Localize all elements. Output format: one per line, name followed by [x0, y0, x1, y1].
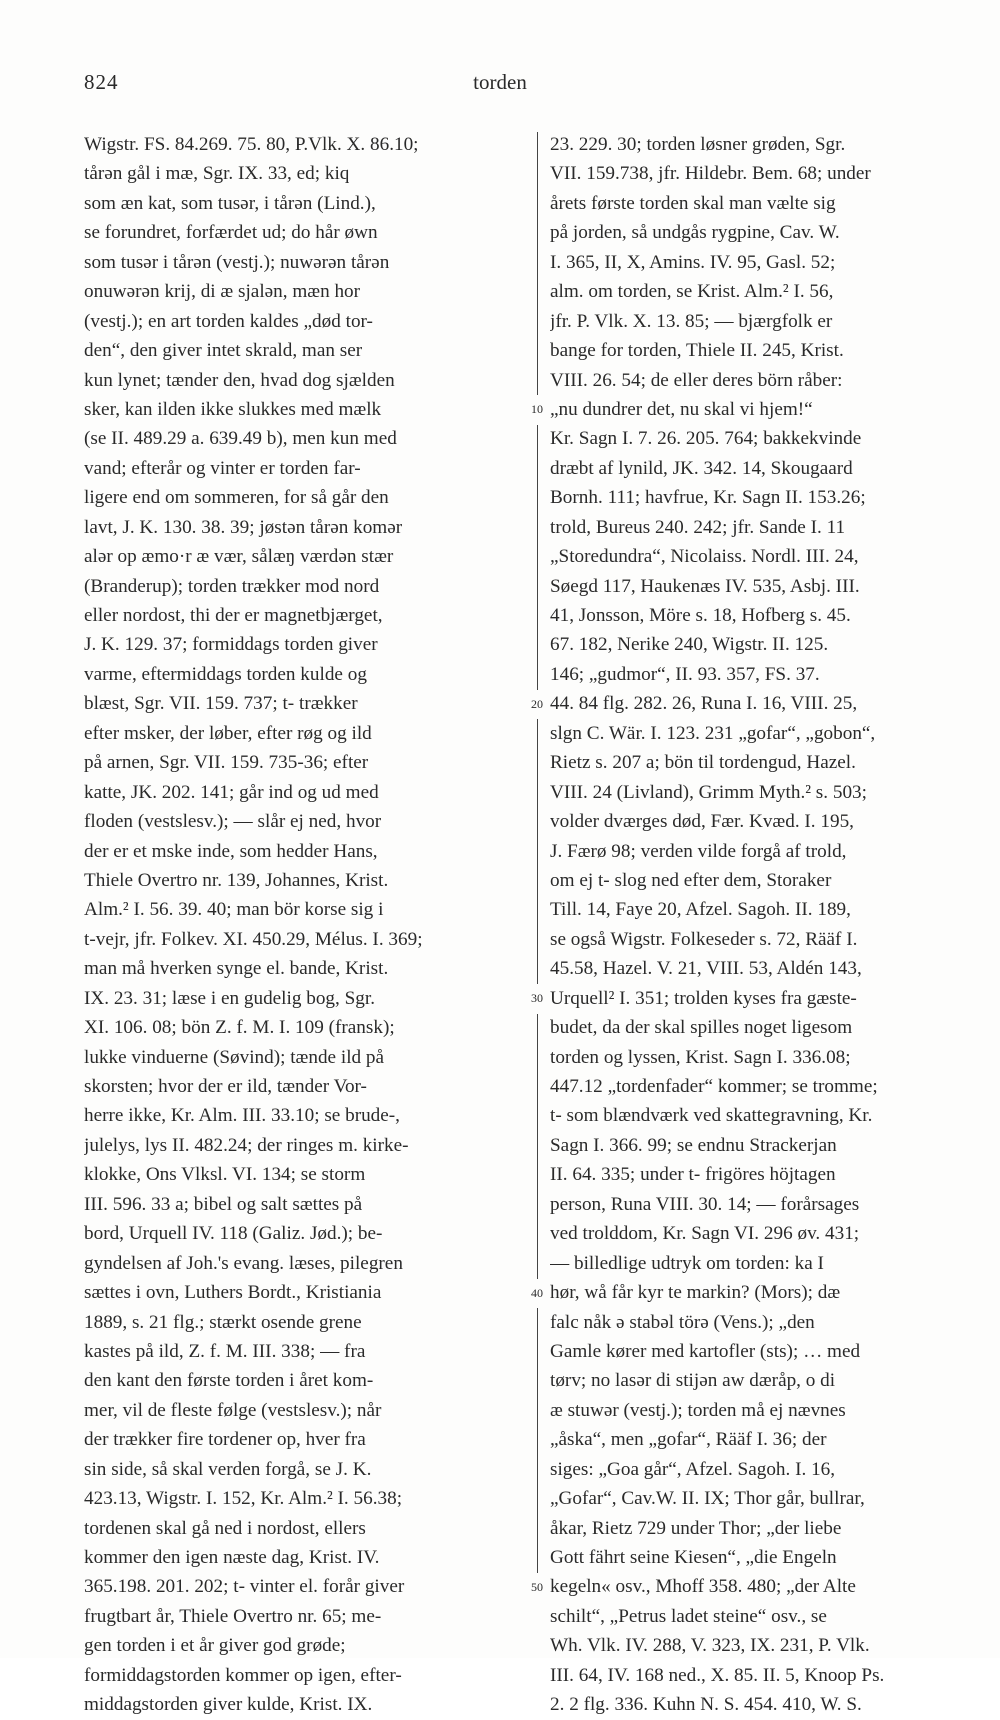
text-line: XI. 106. 08; bön Z. f. M. I. 109 (fransk);	[84, 1017, 395, 1039]
text-line: skorsten; hvor der er ild, tænder Vor-	[84, 1076, 367, 1097]
text-line: se forundret, forfærdet ud; do hår øwn	[84, 222, 378, 244]
text-line: man må hverken synge el. bande, Krist.	[84, 958, 389, 980]
text-line: årets første torden skal man vælte sig	[550, 192, 836, 214]
text-line: på jorden, så undgås rygpine, Cav. W.	[550, 222, 840, 244]
text-line: — billedlige udtryk om torden: ka I	[550, 1252, 824, 1274]
text-line: 423.13, Wigstr. I. 152, Kr. Alm.² I. 56.38;	[84, 1488, 403, 1510]
text-line: „Storedundra“, Nicolaiss. Nordl. III. 24,	[550, 546, 859, 568]
text-line: kastes på ild, Z. f. M. III. 338; — fra	[84, 1340, 366, 1362]
text-line: 45.58, Hazel. V. 21, VIII. 53, Aldén 143,	[550, 958, 862, 980]
text-line: Wh. Vlk. IV. 288, V. 323, IX. 231, P. Vlk.	[550, 1635, 870, 1657]
text-line: bord, Urquell IV. 118 (Galiz. Jød.); be-	[84, 1223, 383, 1245]
text-line: dræbt af lynild, JK. 342. 14, Skougaard	[550, 457, 853, 479]
text-line: Thiele Overtro nr. 139, Johannes, Krist.	[84, 869, 389, 891]
text-line: kommer den igen næste dag, Krist. IV.	[84, 1547, 380, 1568]
line-number-marker: 10	[522, 395, 552, 424]
text-line: ved trolddom, Kr. Sagn VI. 296 øv. 431;	[550, 1223, 860, 1245]
line-number-marker: 50	[522, 1573, 552, 1602]
column-divider	[537, 132, 538, 1592]
text-line: Sagn I. 366. 99; se endnu Strackerjan	[550, 1134, 837, 1156]
text-line: „åska“, men „gofar“, Rääf I. 36; der	[550, 1429, 827, 1451]
text-line: 1889, s. 21 flg.; stærkt osende grene	[84, 1311, 362, 1333]
text-line: eller nordost, thi der er magnetbjærget,	[84, 605, 383, 626]
text-line: J. Færø 98; verden vilde forgå af trold,	[550, 840, 847, 862]
text-line: den“, den giver intet skrald, man ser	[84, 340, 363, 362]
text-line: 146; „gudmor“, II. 93. 357, FS. 37.	[550, 663, 820, 685]
text-line: falc nåk ə stabəl törə (Vens.); „den	[550, 1311, 815, 1333]
text-line: Gott fährt seine Kiesen“, „die Engeln	[550, 1547, 837, 1568]
text-line: Rietz s. 207 a; bön til tordengud, Hazel.	[550, 752, 856, 774]
text-line: torden og lyssen, Krist. Sagn I. 336.08;	[550, 1046, 851, 1068]
text-line: lukke vinduerne (Søvind); tænde ild på	[84, 1046, 385, 1068]
text-line: t-vejr, jfr. Folkev. XI. 450.29, Mélus. I. 369;	[84, 928, 423, 950]
text-line: siges: „Goa går“, Afzel. Sagoh. I. 16,	[550, 1458, 836, 1480]
text-line: IX. 23. 31; læse i en gudelig bog, Sgr.	[84, 987, 375, 1009]
text-line: tårən gål i mæ, Sgr. IX. 33, ed; kiq	[84, 163, 350, 185]
text-line: 2. 2 flg. 336. Kuhn N. S. 454. 410, W. S.	[550, 1694, 862, 1716]
text-line: floden (vestslesv.); — slår ej ned, hvor	[84, 811, 382, 833]
text-line: volder dværges død, Fær. Kvæd. I. 195,	[550, 811, 854, 833]
text-line: sættes i ovn, Luthers Bordt., Kristiania	[84, 1282, 382, 1304]
text-line: Till. 14, Faye 20, Afzel. Sagoh. II. 189,	[550, 899, 851, 921]
text-line: som æn kat, som tusər, i tårən (Lind.),	[84, 192, 376, 214]
text-line: trold, Bureus 240. 242; jfr. Sande I. 11	[550, 516, 846, 538]
text-line: Bornh. 111; havfrue, Kr. Sagn II. 153.26;	[550, 487, 866, 509]
text-line: Wigstr. FS. 84.269. 75. 80, P.Vlk. X. 86.10;	[84, 134, 419, 155]
text-line: 365.198. 201. 202; t- vinter el. forår giver	[84, 1576, 405, 1598]
text-line: „nu dundrer det, nu skal vi hjem!“	[550, 398, 813, 420]
text-line: åkar, Rietz 729 under Thor; „der liebe	[550, 1517, 842, 1539]
text-line: jfr. P. Vlk. X. 13. 85; — bjærgfolk er	[550, 310, 833, 332]
text-line: gyndelsen af Joh.'s evang. læses, pilegren	[84, 1252, 403, 1274]
text-line: (Branderup); torden trækker mod nord	[84, 575, 380, 597]
text-line: VIII. 24 (Livland), Grimm Myth.² s. 503;	[550, 781, 867, 803]
text-line: (se II. 489.29 a. 639.49 b), men kun med	[84, 428, 397, 450]
text-line: „Gofar“, Cav.W. II. IX; Thor går, bullrar,	[550, 1488, 865, 1510]
text-line: schilt“, „Petrus ladet steine“ osv., se	[550, 1605, 827, 1627]
text-line: se også Wigstr. Folkeseder s. 72, Rääf I.	[550, 928, 858, 950]
text-line: Kr. Sagn I. 7. 26. 205. 764; bakkekvinde	[550, 428, 862, 450]
text-line: 41, Jonsson, Möre s. 18, Hofberg s. 45.	[550, 605, 851, 626]
text-line: kun lynet; tænder den, hvad dog sjælden	[84, 369, 395, 391]
text-line: hør, wå får kyr te markin? (Mors); dæ	[550, 1282, 841, 1304]
line-number-marker: 30	[522, 984, 552, 1013]
line-number-marker: 40	[522, 1279, 552, 1308]
right-column	[550, 130, 990, 1720]
text-line: kegeln« osv., Mhoff 358. 480; „der Alte	[550, 1576, 856, 1598]
text-line: formiddagstorden kommer op igen, efter-	[84, 1664, 402, 1686]
text-line: Urquell² I. 351; trolden kyses fra gæste-	[550, 987, 857, 1009]
running-head: torden	[473, 70, 527, 94]
text-line: alm. om torden, se Krist. Alm.² I. 56,	[550, 281, 834, 303]
text-line: middagstorden giver kulde, Krist. IX.	[84, 1694, 373, 1716]
text-line: bange for torden, Thiele II. 245, Krist.	[550, 340, 844, 362]
text-line: III. 596. 33 a; bibel og salt sættes på	[84, 1193, 363, 1215]
text-line: blæst, Sgr. VII. 159. 737; t- trækker	[84, 693, 358, 715]
text-line: (vestj.); en art torden kaldes „død tor-	[84, 310, 373, 332]
text-line: katte, JK. 202. 141; går ind og ud med	[84, 781, 379, 803]
text-line: budet, da der skal spilles noget ligesom	[550, 1017, 853, 1039]
text-line: æ stuwər (vestj.); torden må ej nævnes	[550, 1399, 846, 1421]
text-line: 447.12 „tordenfader“ kommer; se tromme;	[550, 1076, 878, 1097]
line-number-marker: 20	[522, 690, 552, 719]
text-line: der er et mske inde, som hedder Hans,	[84, 840, 378, 862]
text-line: klokke, Ons Vlksl. VI. 134; se storm	[84, 1164, 366, 1186]
text-line: 23. 229. 30; torden løsner grøden, Sgr.	[550, 134, 846, 155]
text-line: II. 64. 335; under t- frigöres höjtagen	[550, 1164, 836, 1186]
text-line: I. 365, II, X, Amins. IV. 95, Gasl. 52;	[550, 251, 836, 273]
text-line: varme, eftermiddags torden kulde og	[84, 663, 367, 685]
text-line: alər op æmo·r æ vær, sålæŋ værdən stær	[84, 546, 394, 568]
text-line: person, Runa VIII. 30. 14; — forårsages	[550, 1193, 860, 1215]
text-line: ligere end om sommeren, for så går den	[84, 487, 389, 509]
text-line: III. 64, IV. 168 ned., X. 85. II. 5, Knoop Ps.	[550, 1664, 885, 1686]
text-line: som tusər i tårən (vestj.); nuwərən tårən	[84, 251, 390, 273]
text-line: tørv; no lasər di stijən aw dæråp, o di	[550, 1370, 836, 1392]
text-line: sin side, så skal verden forgå, se J. K.	[84, 1458, 372, 1480]
text-line: sker, kan ilden ikke slukkes med mælk	[84, 398, 382, 420]
text-line: lavt, J. K. 130. 38. 39; jøstən tårən komər	[84, 516, 403, 538]
text-line: efter msker, der løber, efter røg og ild	[84, 722, 372, 744]
text-line: slgn C. Wär. I. 123. 231 „gofar“, „gobon“,	[550, 722, 876, 744]
text-line: gen torden i et år giver god grøde;	[84, 1635, 346, 1657]
text-line: tordenen skal gå ned i nordost, ellers	[84, 1517, 366, 1539]
text-line: på arnen, Sgr. VII. 159. 735-36; efter	[84, 752, 369, 774]
text-line: frugtbart år, Thiele Overtro nr. 65; me-	[84, 1605, 382, 1627]
page-number: 824	[84, 70, 119, 94]
text-line: der trækker fire tordener op, hver fra	[84, 1429, 366, 1451]
text-line: den kant den første torden i året kom-	[84, 1370, 374, 1392]
text-line: mer, vil de fleste følge (vestslesv.); når	[84, 1399, 382, 1421]
text-line: herre ikke, Kr. Alm. III. 33.10; se brude-,	[84, 1105, 400, 1127]
text-line: VII. 159.738, jfr. Hildebr. Bem. 68; under	[550, 163, 871, 185]
text-line: t- som blændværk ved skattegravning, Kr.	[550, 1105, 873, 1127]
text-line: Søegd 117, Haukenæs IV. 535, Asbj. III.	[550, 575, 860, 597]
text-line: vand; efterår og vinter er torden far-	[84, 457, 361, 479]
text-line: 67. 182, Nerike 240, Wigstr. II. 125.	[550, 634, 829, 656]
text-line: om ej t- slog ned efter dem, Storaker	[550, 869, 832, 891]
text-line: 44. 84 flg. 282. 26, Runa I. 16, VIII. 25,	[550, 693, 858, 715]
text-line: onuwərən krij, di æ sjalən, mæn hor	[84, 281, 361, 303]
text-line: Alm.² I. 56. 39. 40; man bör korse sig i	[84, 899, 384, 921]
text-line: Gamle kører med kartofler (sts); … med	[550, 1340, 861, 1362]
left-column	[84, 130, 524, 1720]
text-line: julelys, lys II. 482.24; der ringes m. kirke-	[84, 1134, 409, 1156]
text-line: VIII. 26. 54; de eller deres börn råber:	[550, 369, 843, 391]
text-line: J. K. 129. 37; formiddags torden giver	[84, 634, 378, 656]
